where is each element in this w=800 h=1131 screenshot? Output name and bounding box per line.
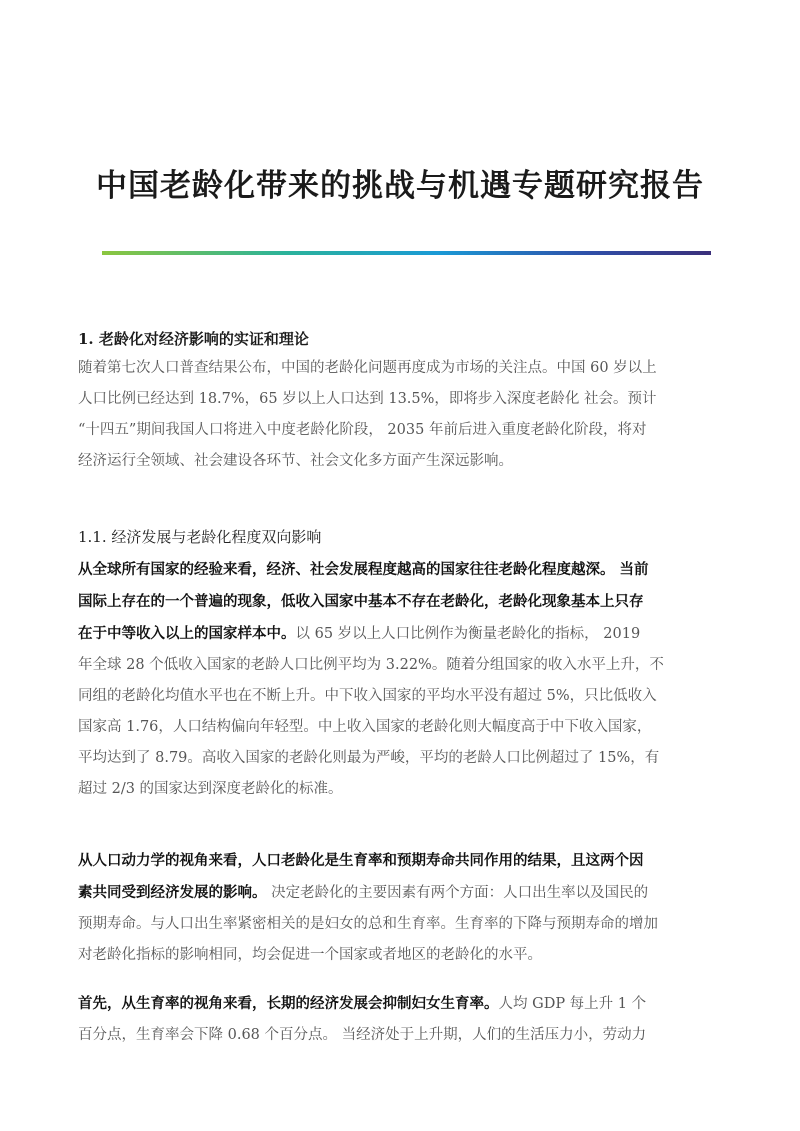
- paragraph-line: 随着第七次人口普查结果公布，中国的老龄化问题再度成为市场的关注点。中国 60 岁以上: [78, 360, 657, 376]
- paragraph-line: 经济运行全领域、社会建设各环节、社会文化多方面产生深远影响。: [78, 453, 513, 469]
- paragraph-line: [78, 618, 728, 650]
- paragraph-line: [78, 877, 728, 909]
- paragraph-line: [78, 988, 728, 1020]
- normal-text: 人均 GDP 每上升 1 个: [498, 996, 647, 1012]
- bold-text: 国际上存在的一个普遍的现象，低收入国家中基本不存在老龄化，老龄化现象基本上只存: [78, 593, 644, 610]
- bold-text: 从人口动力学的视角来看，人口老龄化是生育率和预期寿命共同作用的结果，且这两个因: [78, 852, 644, 869]
- paragraph-line: 人口比例已经达到 18.7%，65 岁以上人口达到 13.5%，即将步入深度老龄化 社会。预计: [78, 391, 657, 407]
- section-1-1-paragraph-1: [78, 554, 728, 805]
- paragraph-line: 超过 2/3 的国家达到深度老龄化的标准。: [78, 781, 343, 797]
- paragraph-line: 对老龄化指标的影响相同，均会促进一个国家或者地区的老龄化的水平。: [78, 947, 542, 963]
- bold-text: 从全球所有国家的经验来看，经济、社会发展程度越高的国家往往老龄化程度越深。: [78, 561, 615, 578]
- bold-text: 素共同受到经济发展的影响。: [78, 884, 267, 901]
- report-title: 中国老龄化带来的挑战与机遇专题研究报告: [96, 168, 704, 204]
- title-divider: [102, 251, 711, 255]
- section-1-1-paragraph-3: [78, 988, 728, 1051]
- paragraph-line: 百分点，生育率会下降 0.68 个百分点。 当经济处于上升期，人们的生活压力小，劳动力: [78, 1027, 647, 1043]
- paragraph-line: [78, 554, 728, 586]
- normal-text: 以 65 岁以上人口比例作为衡量老龄化的指标， 2019: [295, 626, 641, 642]
- paragraph-line: 年全球 28 个低收入国家的老龄人口比例平均为 3.22%。随着分组国家的收入水平上升，不: [78, 657, 664, 673]
- paragraph-line: [78, 586, 728, 618]
- section-heading-1-1: 1.1. 经济发展与老龄化程度双向影响: [78, 528, 322, 546]
- paragraph-line: 平均达到了 8.79。高收入国家的老龄化则最为严峻，平均的老龄人口比例超过了 15%，有: [78, 750, 660, 766]
- paragraph-line: 同组的老龄化均值水平也在不断上升。中下收入国家的平均水平没有超过 5%，只比低收入: [78, 688, 657, 704]
- section-1-paragraph: [78, 353, 728, 477]
- bold-text: 在于中等收入以上的国家样本中。: [78, 625, 296, 642]
- section-1-1-paragraph-2: [78, 845, 728, 971]
- paragraph-line: [78, 845, 728, 877]
- paragraph-line: 预期寿命。与人口出生率紧密相关的是妇女的总和生育率。生育率的下降与预期寿命的增加: [78, 916, 658, 932]
- bold-text: 首先，从生育率的视角来看，长期的经济发展会抑制妇女生育率。: [78, 995, 499, 1012]
- section-heading-1: 1. 老龄化对经济影响的实证和理论: [78, 330, 309, 348]
- normal-text: 决定老龄化的主要因素有两个方面：人口出生率以及国民的: [266, 885, 649, 901]
- paragraph-line: “十四五”期间我国人口将进入中度老龄化阶段， 2035 年前后进入重度老龄化阶段，将对: [78, 422, 647, 438]
- bold-text: 当前: [614, 561, 649, 578]
- paragraph-line: 国家高 1.76，人口结构偏向年轻型。中上收入国家的老龄化则大幅度高于中下收入国家，: [78, 719, 652, 735]
